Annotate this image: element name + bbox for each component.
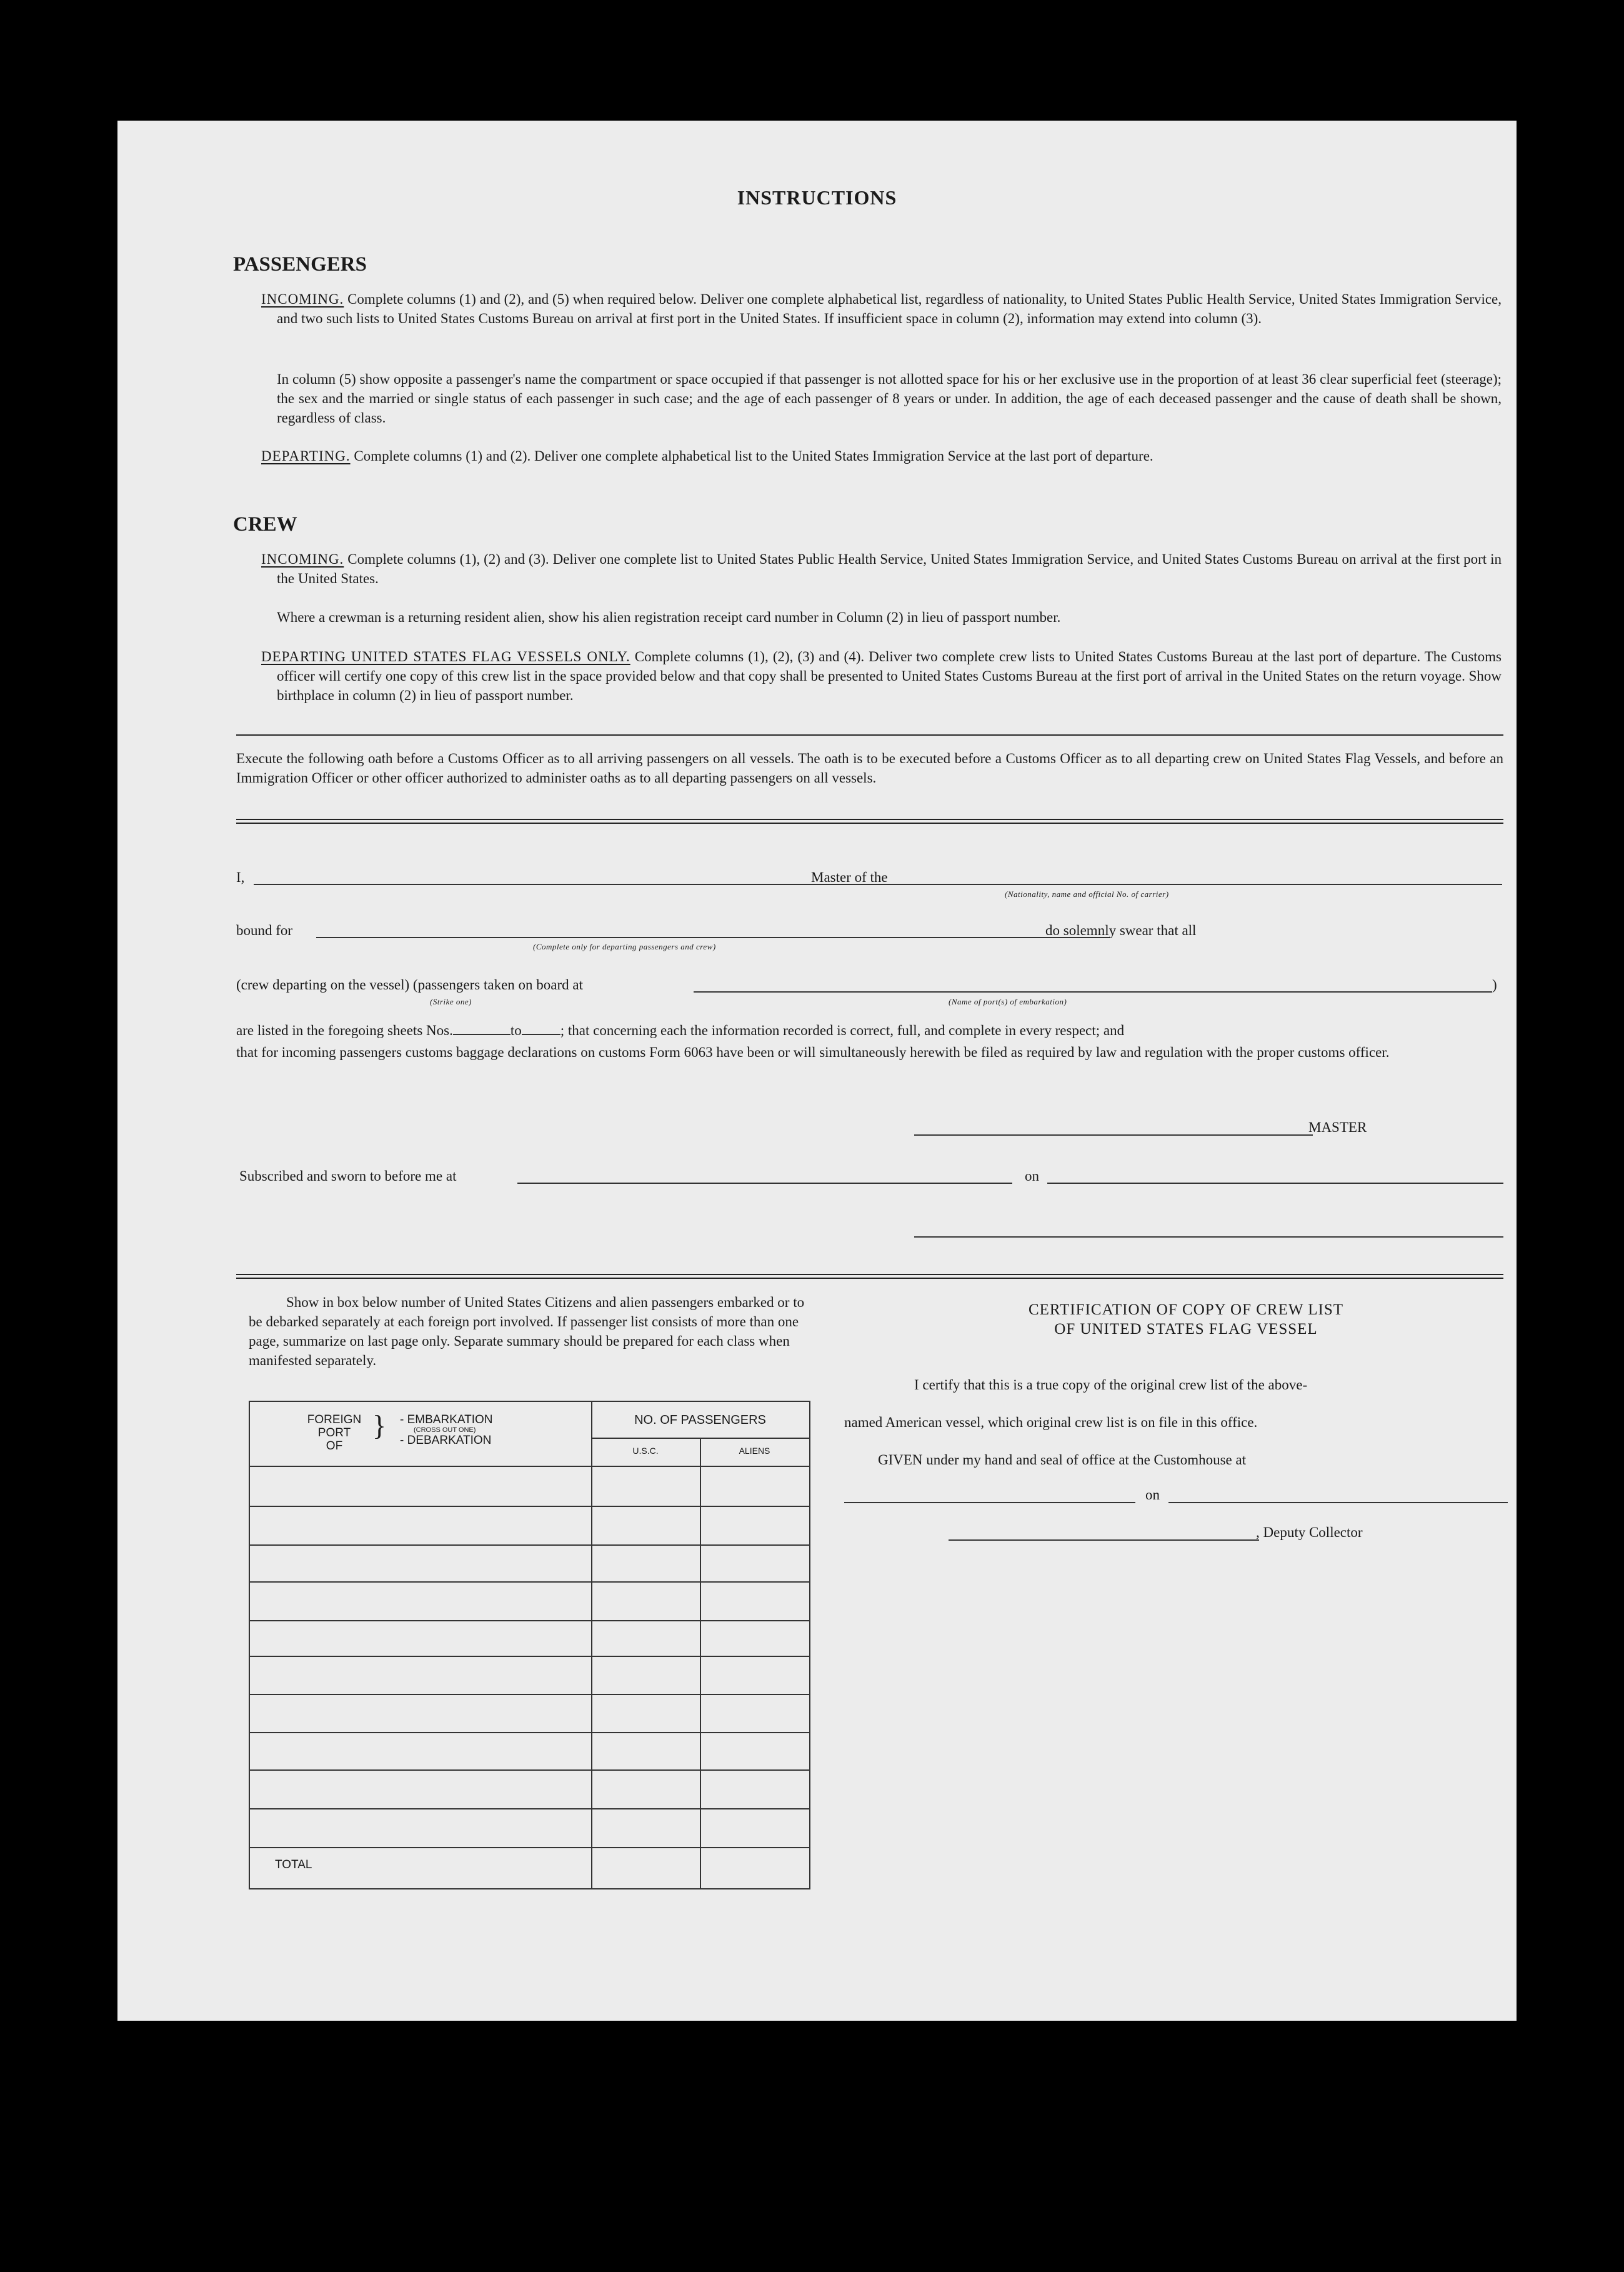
passengers-departing-label: DEPARTING. — [261, 448, 351, 464]
certify-date-field[interactable] — [1168, 1502, 1508, 1503]
table-col-divider — [591, 1402, 592, 1888]
page-title: INSTRUCTIONS — [737, 186, 897, 209]
carrier-field[interactable] — [910, 884, 1502, 885]
cross-out-label: (CROSS OUT ONE) — [414, 1426, 476, 1434]
certify-line-3: GIVEN under my hand and seal of office at the Customhouse at — [878, 1452, 1247, 1468]
sheet-from-field[interactable] — [453, 1023, 511, 1035]
table-row-line — [250, 1581, 809, 1583]
passenger-summary-table — [249, 1401, 810, 1889]
table-row-line — [250, 1544, 809, 1546]
master-label: MASTER — [1308, 1119, 1367, 1135]
table-row-line — [250, 1656, 809, 1657]
passengers-departing-paragraph — [261, 446, 1502, 466]
listed-text-c: that for incoming passengers customs baggage declarations on customs Form 6063 have been or will simultaneously herewith be filed as required by law and regulation with the proper customs officer. — [236, 1044, 1390, 1060]
oath-i-label: I, — [236, 869, 245, 885]
bound-for-field[interactable] — [316, 937, 1110, 938]
table-row-line — [250, 1769, 809, 1771]
certify-line-2: named American vessel, which original crew list is on file in this office. — [844, 1414, 1258, 1430]
passengers-heading: PASSENGERS — [233, 253, 367, 276]
listed-to: to — [510, 1023, 522, 1038]
brace-icon: } — [372, 1409, 387, 1441]
oath-intro-paragraph: Execute the following oath before a Customs Officer as to all arriving passengers on all vessels. The oath is to be executed before a Customs Officer as to all departing crew on United States Flag Vessels, and before an Immigration Officer or other officer authorized to administer oaths as to all departing passengers on all vessels. — [236, 751, 1503, 786]
embarkation-options — [400, 1413, 493, 1447]
debarkation-label[interactable]: - DEBARKATION — [400, 1434, 492, 1447]
form-page — [117, 121, 1517, 2021]
embarkation-label[interactable]: - EMBARKATION — [400, 1413, 493, 1426]
ports-caption: (Name of port(s) of embarkation) — [949, 997, 1067, 1006]
certification-title-2: OF UNITED STATES FLAG VESSEL — [1054, 1321, 1318, 1338]
passengers-incoming-paragraph — [261, 289, 1502, 328]
certify-on-label: on — [1145, 1487, 1160, 1503]
close-paren: ) — [1492, 977, 1497, 993]
departing-caption: (Complete only for departing passengers and crew) — [533, 942, 716, 951]
double-divider — [236, 819, 1503, 824]
sworn-on-label: on — [1025, 1168, 1039, 1184]
crew-departing-label: DEPARTING UNITED STATES FLAG VESSELS ONLY. — [261, 649, 630, 664]
bound-for-label: bound for — [236, 923, 293, 938]
deputy-collector-label: , Deputy Collector — [1256, 1524, 1363, 1540]
of-label: OF — [326, 1439, 343, 1453]
passengers-column5-paragraph: In column (5) show opposite a passenger's name the compartment or space occupied if that passenger is not allotted space for his or her exclusive use in the proportion of at least 36 clear superficial feet (steerage); the sex and the married or single status of each passenger in such case; and the age of each passenger of 8 years or under. In addition, the age of each deceased passenger and the cause of death shall be shown, regardless of class. — [277, 371, 1502, 426]
port-label: PORT — [317, 1426, 351, 1439]
customhouse-field[interactable] — [844, 1502, 1135, 1503]
strike-one-caption: (Strike one) — [430, 997, 472, 1006]
table-row-line — [250, 1808, 809, 1809]
subscribed-label: Subscribed and sworn to before me at — [239, 1168, 457, 1184]
sheet-to-field[interactable] — [522, 1023, 560, 1035]
aliens-header: ALIENS — [739, 1446, 770, 1456]
passengers-departing-text: Complete columns (1) and (2). Deliver one complete alphabetical list to the United States Immigration Service at the last port of departure. — [354, 448, 1153, 464]
crew-resident-paragraph: Where a crewman is a returning resident alien, show his alien registration receipt card number in Column (2) in lieu of passport number. — [277, 609, 1061, 625]
listed-text-b: ; that concerning each the information recorded is correct, full, and complete in every respect; and — [560, 1023, 1125, 1038]
table-header-bottom — [250, 1466, 809, 1467]
no-of-passengers-header: NO. OF PASSENGERS — [634, 1413, 766, 1427]
officer-signature-field[interactable] — [914, 1236, 1503, 1238]
certify-line-1: I certify that this is a true copy of the original crew list of the above- — [914, 1377, 1308, 1393]
usc-header: U.S.C. — [632, 1446, 659, 1456]
crew-departing-paragraph — [261, 647, 1502, 705]
deputy-signature-field[interactable] — [949, 1539, 1259, 1541]
solemnly-swear-label: do solemnly swear that all — [1045, 923, 1197, 938]
double-divider-2 — [236, 1274, 1503, 1279]
table-row-line — [250, 1506, 809, 1507]
table-row-line — [250, 1732, 809, 1733]
certification-title-1: CERTIFICATION OF COPY OF CREW LIST — [1028, 1301, 1344, 1318]
master-signature-field[interactable] — [914, 1134, 1313, 1136]
table-header-divider — [591, 1438, 809, 1439]
crew-incoming-text: Complete columns (1), (2) and (3). Deliver one complete list to United States Public Health Service, United States Immigration Service, and United States Customs Bureau on arrival at the first port in the United States. — [277, 551, 1502, 586]
sworn-place-field[interactable] — [517, 1183, 1012, 1184]
table-row-line — [250, 1847, 809, 1848]
section-divider — [236, 734, 1503, 736]
listed-text-a: are listed in the foregoing sheets Nos. — [236, 1023, 453, 1038]
foreign-label: FOREIGN — [307, 1413, 362, 1426]
embarkation-ports-field[interactable] — [694, 991, 1492, 993]
sworn-date-field[interactable] — [1047, 1183, 1503, 1184]
table-row-line — [250, 1620, 809, 1621]
certification-title — [870, 1300, 1502, 1339]
crew-departing-label: (crew departing on the vessel) (passengers taken on board at — [236, 977, 583, 993]
table-row-line — [250, 1694, 809, 1695]
crew-heading: CREW — [233, 513, 297, 536]
crew-incoming-paragraph — [261, 549, 1502, 588]
summary-instructions: Show in box below number of United States Citizens and alien passengers embarked or to be debarked separately at each foreign port involved. If passenger list consists of more than one page, summarize on last page only. Separate summary should be prepared for each class when manifested separately. — [249, 1294, 805, 1368]
passengers-incoming-label: INCOMING. — [261, 291, 344, 307]
crew-incoming-label: INCOMING. — [261, 551, 344, 567]
total-label: TOTAL — [275, 1858, 312, 1871]
foreign-port-of-label — [300, 1413, 369, 1453]
passengers-incoming-text: Complete columns (1) and (2), and (5) when required below. Deliver one complete alphabetical list, regardless of nationality, to United States Public Health Service, United States Immigration Service, and two such lists to United States Customs Bureau on arrival at first port in the United States. If insufficient space in column (2), information may extend into column (3). — [277, 291, 1502, 326]
master-of-label: Master of the — [811, 869, 888, 885]
listed-line — [236, 1023, 1124, 1039]
crew-departing-text: Complete columns (1), (2), (3) and (4). Deliver two complete crew lists to United States Customs Bureau at the last port of departure. The Customs officer will certify one copy of this crew list in the space provided below and that copy shall be presented to United States Customs Bureau at the first port of arrival in the United States on the return voyage. Show birthplace in column (2) in lieu of passport number. — [277, 649, 1502, 703]
carrier-caption: (Nationality, name and official No. of carrier) — [1005, 889, 1169, 899]
